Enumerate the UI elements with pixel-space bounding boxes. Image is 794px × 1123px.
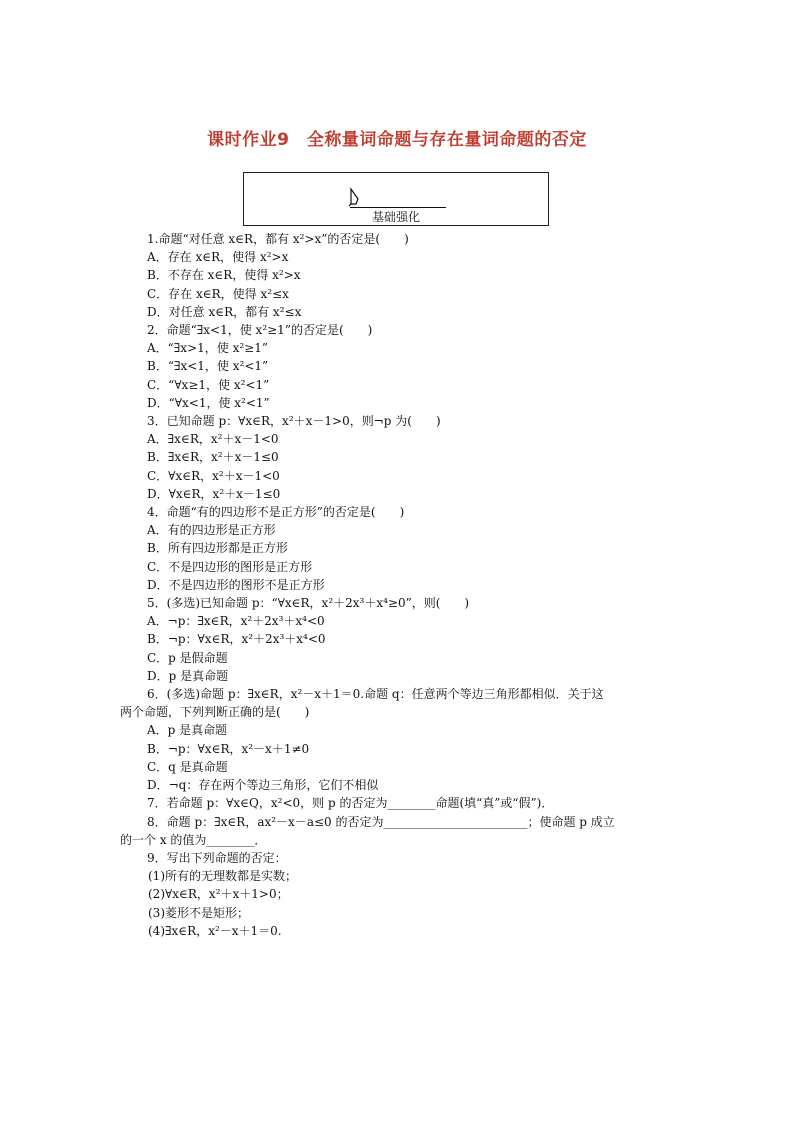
option: C．不是四边形的图形是正方形 [147, 559, 313, 574]
sub-item: (3)菱形不是矩形； [148, 905, 249, 920]
page-title: 课时作业9 全称量词命题与存在量词命题的否定 [207, 130, 587, 150]
option: D．不是四边形的图形不是正方形 [147, 577, 325, 592]
question-stem: 9．写出下列命题的否定： [147, 850, 287, 865]
pen-nib-icon [348, 187, 362, 207]
question-stem: 1.命题“对任意 x∈R，都有 x²>x”的否定是( ) [147, 232, 409, 246]
option: D．对任意 x∈R，都有 x²≤x [147, 304, 302, 319]
question-stem: 3．已知命题 p：∀x∈R，x²＋x－1>0，则¬p 为( ) [147, 414, 441, 429]
question-stem: 7．若命题 p：∀x∈Q，x²<0，则 p 的否定为________命题(填“真”或“假”)． [147, 796, 554, 811]
option: C．∀x∈R，x²＋x－1<0 [147, 468, 280, 483]
question-list [120, 230, 680, 940]
option: A．¬p：∃x∈R，x²＋2x³＋x⁴<0 [147, 614, 325, 629]
option: D．“∀x<1，使 x²<1” [147, 395, 270, 410]
option: D．∀x∈R，x²＋x－1≤0 [147, 486, 281, 501]
option: A．p 是真命题 [147, 723, 228, 738]
question-stem: 4．命题“有的四边形不是正方形”的否定是( ) [147, 505, 405, 520]
question-stem-continued: 两个命题，下列判断正确的是( ) [120, 705, 310, 720]
option: B．¬p：∀x∈R，x²＋2x³＋x⁴<0 [147, 632, 326, 647]
option: A．∃x∈R，x²＋x－1<0 [147, 432, 279, 447]
sub-item: (4)∃x∈R，x²－x＋1＝0. [148, 923, 282, 938]
sub-item: (1)所有的无理数都是实数； [148, 869, 297, 884]
option: A．“∃x>1，使 x²≥1” [147, 341, 268, 356]
section-label: 基础强化 [371, 210, 420, 224]
question-stem: 2．命题“∃x<1，使 x²≥1”的否定是( ) [147, 323, 373, 338]
option: A．有的四边形是正方形 [147, 523, 276, 538]
option: B．“∃x<1，使 x²<1” [147, 359, 269, 374]
option: C．p 是假命题 [147, 650, 228, 665]
option: B．所有四边形都是正方形 [147, 541, 288, 556]
option: A．存在 x∈R，使得 x²>x [147, 250, 289, 265]
question-stem-continued: 的一个 x 的值为________． [120, 832, 267, 847]
question-stem: 6．(多选)命题 p：∃x∈R，x²－x＋1＝0.命题 q：任意两个等边三角形都相似．关于这 [147, 687, 604, 702]
question-stem: 8．命题 p：∃x∈R，ax²－x－a≤0 的否定为________________________；使命题 p 成立 [147, 814, 615, 829]
option: B．∃x∈R，x²＋x－1≤0 [147, 450, 279, 465]
option: D．p 是真命题 [147, 668, 229, 683]
option: C．q 是真命题 [147, 759, 228, 774]
option: B．¬p：∀x∈R，x²－x＋1≠0 [147, 741, 310, 756]
section-banner [243, 172, 549, 226]
option: C．存在 x∈R，使得 x²≤x [147, 286, 289, 301]
option: C．“∀x≥1，使 x²<1” [147, 377, 270, 392]
question-stem: 5．(多选)已知命题 p：“∀x∈R，x²＋2x³＋x⁴≥0”，则( ) [147, 596, 470, 611]
option: D．¬q：存在两个等边三角形，它们不相似 [147, 778, 379, 793]
option: B．不存在 x∈R，使得 x²>x [147, 268, 301, 283]
sub-item: (2)∀x∈R，x²＋x＋1>0； [148, 887, 289, 902]
